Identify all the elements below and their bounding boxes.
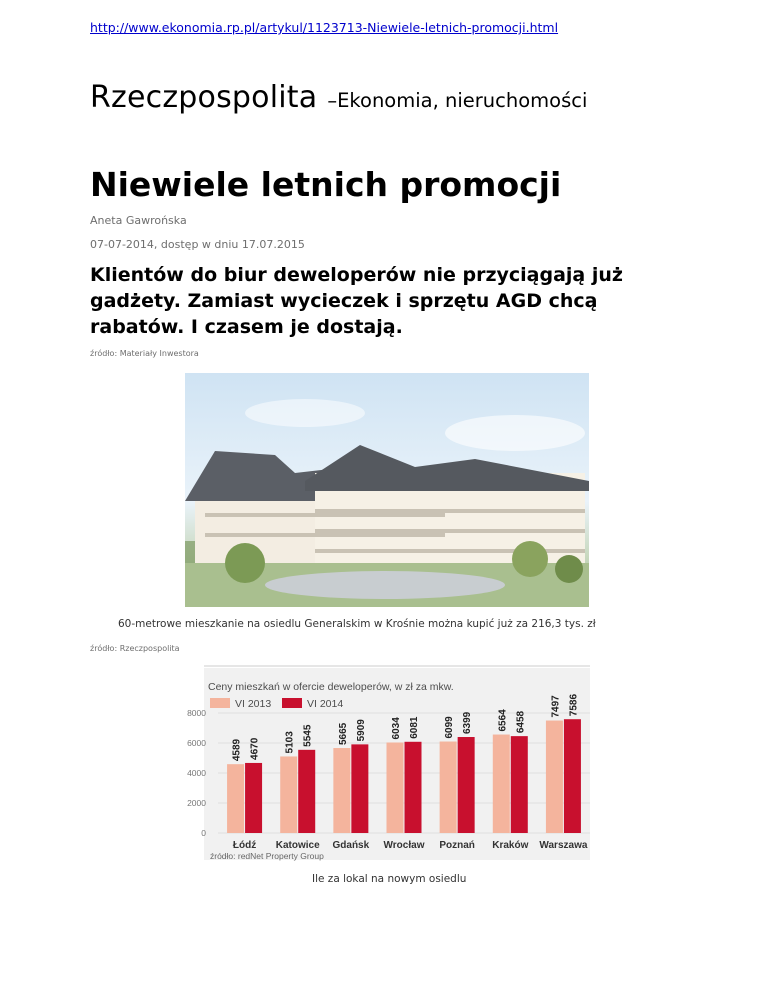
chart-caption: Ile za lokal na nowym osiedlu xyxy=(312,873,467,885)
y-tick-label: 2000 xyxy=(187,798,206,808)
x-tick-label: Poznań xyxy=(439,840,475,851)
article-title: Niewiele letnich promocji xyxy=(90,165,562,204)
data-label: 4589 xyxy=(231,738,243,762)
legend-label-2: VI 2014 xyxy=(307,698,344,710)
photo-caption: 60-metrowe mieszkanie na osiedlu Generalskim w Krośnie można kupić już za 216,3 tys. zł xyxy=(118,618,596,630)
bar xyxy=(227,764,244,833)
bar xyxy=(387,742,404,833)
article-author: Aneta Gawrońska xyxy=(90,214,187,227)
x-tick-label: Łódź xyxy=(232,840,257,851)
photo-source: źródło: Materiały Inwestora xyxy=(90,349,199,358)
x-tick-label: Katowice xyxy=(275,840,320,851)
data-label: 6458 xyxy=(515,710,527,734)
x-tick-label: Warszawa xyxy=(539,840,588,851)
chart-title: Ceny mieszkań w ofercie deweloperów, w zł za mkw. xyxy=(208,681,454,693)
data-label: 5545 xyxy=(302,724,314,747)
masthead xyxy=(90,80,587,115)
bar xyxy=(405,742,422,833)
y-tick-label: 8000 xyxy=(187,708,206,718)
bar xyxy=(458,737,475,833)
bar xyxy=(564,719,581,833)
bar xyxy=(493,735,510,833)
data-label: 5103 xyxy=(284,731,296,754)
bar xyxy=(298,750,315,833)
data-label: 6081 xyxy=(409,716,420,739)
data-label: 6564 xyxy=(497,709,509,732)
data-label: 5909 xyxy=(355,719,367,742)
x-tick-label: Gdańsk xyxy=(332,840,370,851)
article-url[interactable]: http://www.ekonomia.rp.pl/artykul/1123713-Niewiele-letnich-promocji.html xyxy=(90,20,559,35)
masthead-section: –Ekonomia, nieruchomości xyxy=(327,89,588,112)
legend-swatch-2 xyxy=(282,698,302,708)
x-tick-label: Wrocław xyxy=(383,840,425,851)
data-label: 7497 xyxy=(550,695,562,718)
chart-source: źródło: Rzeczpospolita xyxy=(90,644,180,653)
x-tick-label: Kraków xyxy=(492,840,529,851)
bar xyxy=(245,763,262,833)
data-label: 4670 xyxy=(249,737,261,760)
bar xyxy=(280,756,297,833)
y-tick-label: 0 xyxy=(201,828,206,838)
legend-label-1: VI 2013 xyxy=(235,698,272,710)
y-tick-label: 6000 xyxy=(187,738,206,748)
data-label: 5665 xyxy=(337,722,349,746)
legend-swatch-1 xyxy=(210,698,230,708)
data-label: 7586 xyxy=(568,693,580,717)
data-label: 6099 xyxy=(444,716,456,739)
article-lead: Klientów do biur deweloperów nie przyciągają już gadżety. Zamiast wycieczek i sprzętu AGD chcą rabatów. I czasem je dostają. xyxy=(90,264,623,338)
price-chart-svg xyxy=(180,662,590,862)
data-label: 6034 xyxy=(391,717,402,740)
article-photo xyxy=(185,373,589,607)
masthead-brand: Rzeczpospolita xyxy=(90,80,318,115)
bar xyxy=(333,748,350,833)
bar xyxy=(351,744,368,833)
price-chart xyxy=(180,662,590,862)
data-label: 6399 xyxy=(462,711,474,735)
bar xyxy=(511,736,528,833)
bar xyxy=(440,742,457,833)
article-date: 07-07-2014, dostęp w dniu 17.07.2015 xyxy=(90,238,305,251)
y-tick-label: 4000 xyxy=(187,768,206,778)
bar xyxy=(546,721,563,833)
chart-data-source: źródło: redNet Property Group xyxy=(210,851,324,861)
